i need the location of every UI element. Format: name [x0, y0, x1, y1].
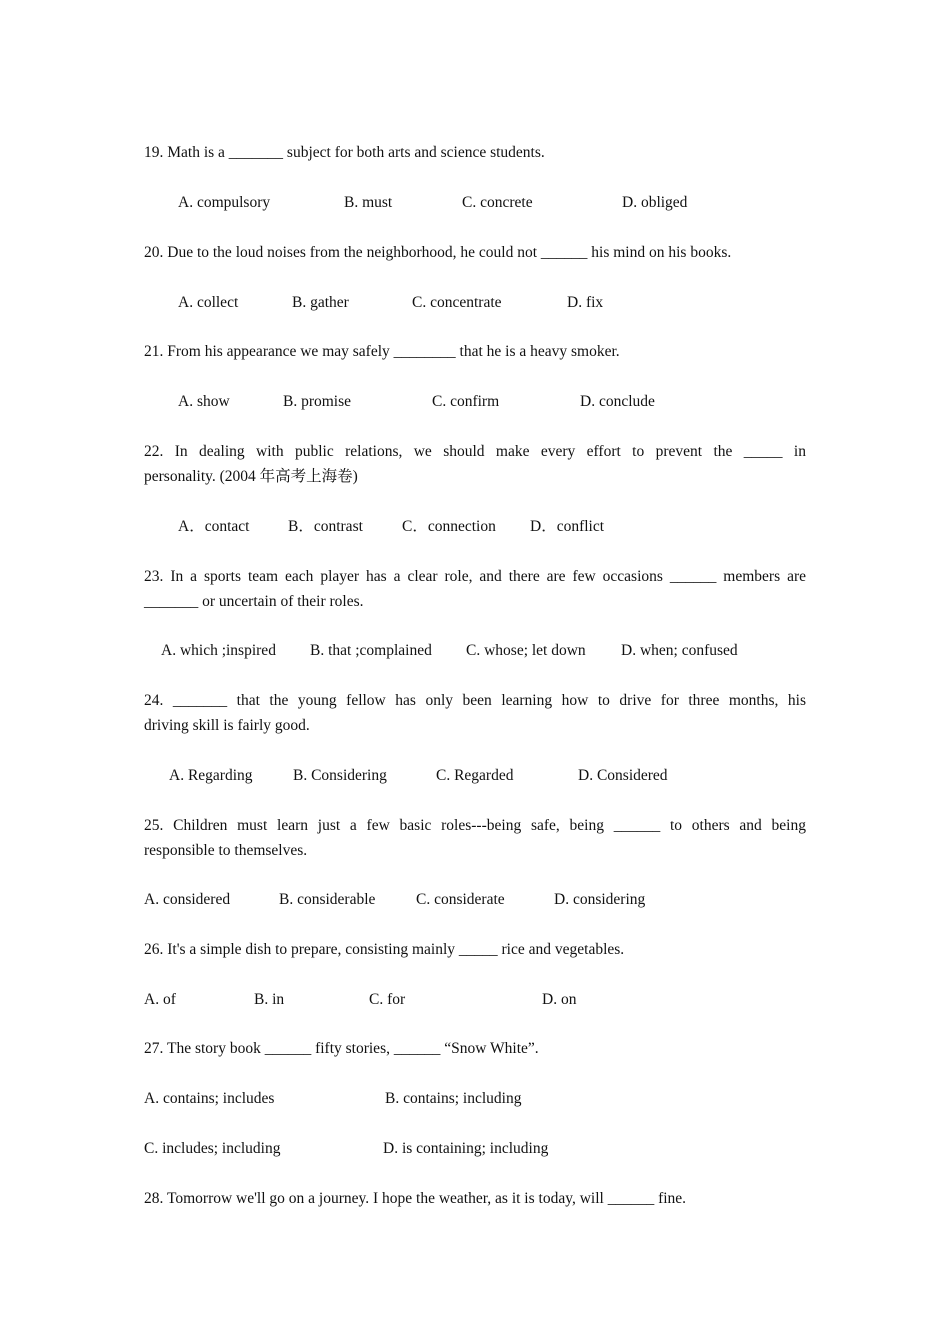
question-22-stem-line-2: personality. (2004 年高考上海卷) — [144, 468, 358, 485]
question-19-option-a: A. compulsory — [178, 194, 271, 211]
question-20-option-b: B. gather — [292, 294, 349, 311]
question-25-option-d: D. considering — [554, 891, 646, 908]
question-25-option-b: B. considerable — [279, 891, 376, 908]
question-20-stem: 20. Due to the loud noises from the neighborhood, he could not ______ his mind on his books. — [144, 244, 732, 261]
question-25-option-c: C. considerate — [416, 891, 505, 908]
question-24-stem-line-1: 24. _______ that the young fellow has only been learning how to drive for three months, his — [144, 692, 806, 709]
question-23-stem-line-2: _______ or uncertain of their roles. — [144, 593, 364, 610]
question-27-option-b: B. contains; including — [385, 1090, 522, 1107]
question-20-option-d: D. fix — [567, 294, 604, 311]
question-22-option-a: A．contact — [178, 518, 250, 535]
question-27-option-a: A. contains; includes — [144, 1090, 275, 1107]
question-25-stem-line-1: 25. Children must learn just a few basic roles---being safe, being ______ to others and being — [144, 817, 806, 834]
question-22-option-b: B．contrast — [288, 518, 363, 535]
question-19-option-d: D. obliged — [622, 194, 688, 211]
question-27-stem: 27. The story book ______ fifty stories, ______ “Snow White”. — [144, 1040, 539, 1057]
question-26-option-d: D. on — [542, 991, 577, 1008]
question-21-option-a: A. show — [178, 393, 230, 410]
question-24-option-c: C. Regarded — [436, 767, 514, 784]
question-19-stem: 19. Math is a _______ subject for both arts and science students. — [144, 144, 545, 161]
question-19-option-c: C. concrete — [462, 194, 533, 211]
question-23-option-b: B. that ;complained — [310, 642, 432, 659]
question-22-stem-line-1: 22. In dealing with public relations, we should make every effort to prevent the _____ in — [144, 443, 806, 460]
question-24-stem-line-2: driving skill is fairly good. — [144, 717, 310, 734]
question-28-stem: 28. Tomorrow we'll go on a journey. I hope the weather, as it is today, will ______ fine. — [144, 1190, 687, 1207]
question-26-option-c: C. for — [369, 991, 406, 1008]
question-21-option-d: D. conclude — [580, 393, 655, 410]
question-25-stem-line-2: responsible to themselves. — [144, 842, 308, 859]
question-24-option-a: A. Regarding — [169, 767, 253, 784]
question-23-option-c: C. whose; let down — [466, 642, 586, 659]
question-22-option-d: D．conflict — [530, 518, 605, 535]
question-21-option-c: C. confirm — [432, 393, 500, 410]
question-25-option-a: A. considered — [144, 891, 231, 908]
question-20-option-a: A. collect — [178, 294, 239, 311]
question-20-option-c: C. concentrate — [412, 294, 502, 311]
question-27-option-c: C. includes; including — [144, 1140, 281, 1157]
question-27-option-d: D. is containing; including — [383, 1140, 549, 1157]
question-24-option-b: B. Considering — [293, 767, 387, 784]
question-22-option-c: C．connection — [402, 518, 496, 535]
question-21-option-b: B. promise — [283, 393, 352, 410]
question-21-stem: 21. From his appearance we may safely ________ that he is a heavy smoker. — [144, 343, 620, 360]
question-19-option-b: B. must — [344, 194, 393, 211]
question-23-stem-line-1: 23. In a sports team each player has a clear role, and there are few occasions ______ members are — [144, 568, 806, 585]
question-26-option-a: A. of — [144, 991, 176, 1008]
question-26-stem: 26. It's a simple dish to prepare, consisting mainly _____ rice and vegetables. — [144, 941, 625, 958]
question-24-option-d: D. Considered — [578, 767, 668, 784]
question-26-option-b: B. in — [254, 991, 285, 1008]
question-23-option-d: D. when; confused — [621, 642, 738, 659]
question-23-option-a: A. which ;inspired — [161, 642, 276, 659]
